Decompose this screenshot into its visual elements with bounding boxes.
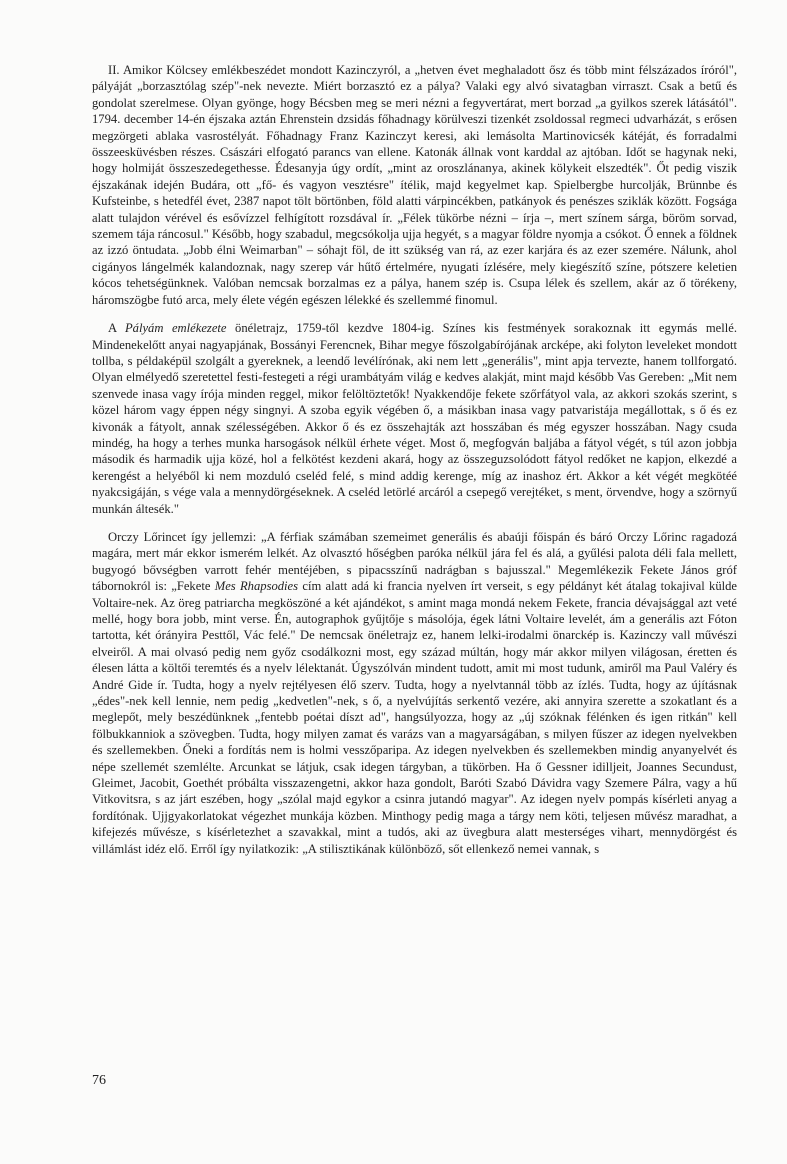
paragraph-1-text: II. Amikor Kölcsey emlékbeszédet mondott Kazinczyról, a „hetven évet meghaladott ősz és több mint félszázados íróról", pályáját „borzasztólag szép"-nek nevezte. Miért borzasztó ez a pálya? Valaki egy alvó sivatagban virraszt. Csak a betű és gondolat szerelmese. Olyan gyönge, hogy Bécsben meg se meri nézni a fegyvertárat, mert borzad „a gyilkos szerek látásától". 1794. december 14-én éjszaka aztán Ehrenstein dzsidás főhadnagy körülveszi tizenkét zsoldossal regmeci udvarházát, s erősen megzörgeti ablaka vasrostélyát. Főhadnagy Franz Kazinczyt keresi, aki lemásolta Martinovicsék kátéját, és forradalmi összeesküvésben részes. Császári elfogató parancs van ellene. Katonák állnak vont karddal az ajtóban. Időt se hagynak neki, hogy holmiját összeszedegethesse. Édesanyja úgy ordít, „mint az oroszlánanya, akinek kölykeit elszedték". Őt pedig viszik éjszakának idején Budára, ott „fő- és vagyon vesztésre" ítélik, majd kegyelmet kap. Spielbergbe hurcolják, Brünnbe és Kufsteinbe, s hetedfél évet, 2387 napot tölt börtönben, föld alatti várpincékben, patkányok és penészes sziklák között. Fogsága alatt tulajdon vérével és esővízzel felhígított rozsdával ír. „Félek tükörbe nézni – írja –, mert színem sárga, böröm sorvad, szemem tája ráncosul." Később, hogy szabadul, megcsókolja ujja hegyét, s a magyar földre nyomja a csókot. Ő ennek a földnek az izzó öntudata. „Jobb élni Weimarban" – sóhajt föl, de itt szükség van rá, az ezer karjára és az ezer szemére. Nálunk, ahol cigányos lángelmék kalandoznak, nagy szerep vár hűtő értelmére, nyugati ízlésére, mely kiegészítő színe, pótszere keletien kócos tehetségünknek. Valóban nemcsak borzalmas ez a pálya, hanem szép is. Csupa lélek és szellem, akár az ő törékeny, háromszögbe futó arca, mely élete végén egészen lélekké és szellemmé finomul.: [92, 63, 737, 307]
paragraph-3: [92, 529, 737, 857]
paragraph-3-text-rest: cím alatt adá ki francia nyelven írt verseit, s egy példányt két átalag tokajival külde Voltaire-nek. Az öreg patriarcha megköszöné a két ajándékot, s amint maga mondá nekem Fekete, francia dévajsággal azt veté mellé, hogy bora jobb, mint verse. Én, autographok gyűjtője s másolója, égek látni Voltaire levelét, ám a generális azt Fóton tartotta, két órányira Pesttől, Vác felé." De nemcsak önéletrajz ez, hanem lelki-irodalmi önarckép is. Kazinczy vall művészi elveiről. A mai olvasó pedig nem győz csodálkozni most, egy század múltán, hogy már akkor milyen világosan, éretten és élesen látta a költői teremtés és a nyelv lélektanát. Úgyszólván mindent tudott, amit mi most tudunk, amiről ma Paul Valéry és André Gide ír. Tudta, hogy a nyelv rejtélyesen élő szerv. Tudta, hogy a nyelvtannál több az ízlés. Tudta, hogy az újításnak „édes"-nek kell lennie, nem pedig „kedvetlen"-nek, s ő, a nyelvújítás serkentő vezére, aki annyira szerette a szokatlant és a meglepőt, mely beszédünknek „fentebb poétai díszt ad", hangsúlyozza, hogy az „új szóknak félénken és igen ritkán" kell fölbukkanniok a szövegben. Tudta, hogy milyen zamat és varázs van a magyarságában, s milyen fűszer az idegen nyelvekben és szellemekben. Őneki a fordítás nem is holmi vesszőparipa. Az idegen nyelvekben és szellemekben mindig anyanyelvét és népe szellemét szemlélte. Arcunkat se látjuk, csak idegen tárgyban, a tükörben. Ha ő Gessner idilljeit, Joannes Secundust, Gleimet, Jacobit, Goethét próbálta visszazengetni, akkor haza gondolt, Baróti Szabó Dávidra vagy Szemere Pálra, vagy a hű Vitkovitsra, s az járt eszében, hogy „szólal majd egykor a csinra jutandó magyar". Az idegen nyelv pompás kísérleti anyag a fordítónak. Ujjgyakorlatokat végezhet munkája közben. Minthogy pedig maga a tárgy nem köti, teljesen művész maradhat, a kifejezés művésze, s kísérletezhet a szavakkal, mint a tudós, aki az üvegbura alatt mesterséges vihart, mennydörgést és villámlást idéz elő. Erről így nyilatkozik: „A stilisztikának különböző, sőt ellenkező nemei vannak, s: [92, 579, 738, 856]
paragraph-2-text-start: A: [108, 321, 125, 336]
paragraph-1: [92, 62, 737, 308]
paragraph-2: [92, 320, 737, 517]
page-number: 76: [92, 1073, 106, 1088]
body-text: [92, 62, 737, 857]
paragraph-2-text-rest: önéletrajz, 1759-től kezdve 1804-ig. Színes kis festmények sorakoznak itt egymás mellé. Mindenekelőtt anyai nagyapjának, Bossányi Ferencnek, Bihar megye főszolgabírójának arcképe, aki folyton leveleket mondott tollba, s példaképül szolgált a gyereknek, a leendő levélírónak, aki nem lett „generális", mint apja tervezte, hanem tollforgató. Olyan elmélyedő szeretettel festi-festegeti a régi urambátyám világ e kedves alakját, mint majd később Vas Gereben: „Mit nem szenvede inasa vagy írója minden reggel, mikor felöltöztetők! Nyakkendője fekete szőrfátyol vala, az akkori szokás szerint, s közel három vagy éppen négy singnyi. A szoba egyik végében ő, a másikban inasa vagy patvaristája megállottak, s ő és ez kivonák a fátyolt, annak szélességében. Akkor ő és ez összehajták azt hosszában és még egyszer hosszában. Nagy csuda mindég, ha hogy a terhes munka harsogások nélkül érhete véget. Most ő, megfogván baljába a fátyol végét, s túl azon jobbja második és harmadik ujja közé, hol a felkötést kezdeni akará, hogy az összeguzsolódott fátyol redőket ne kapjon, elkezdé a kerengést a helyéből ki nem mozduló cseléd felé, s mind addig kerenge, míg az inashoz ért. Akkor a két végét megkötéé nyakcsigáján, s vége vala a mennydörgéseknek. A cseléd letörlé arcáról a csepegő verejtéket, s ment, örvendve, hogy a szörnyű munkán áltesék.": [92, 321, 737, 516]
paragraph-3-text-start: Orczy Lőrincet így jellemzi: „A férfiak számában szemeimet generális és abaúji főispán és báró Orczy Lőrinc ragadozá magára, mert már ekkor ismerém lelkét. Az olvasztó hőségben paróka nélkül jára fel és alá, a gyűlési palota déli fala mellett, bugyogó bővségben varrott fehér mentéjében, s pipacsszínű nadrágban s bajusszal." Megemlékezik Fekete János gróf tábornokról is: „Fekete: [92, 529, 737, 594]
book-title-mes-rhapsodies: Mes Rhapsodies: [214, 579, 299, 594]
book-title-palyam-emlekezete: Pályám emlékezete: [124, 321, 227, 336]
